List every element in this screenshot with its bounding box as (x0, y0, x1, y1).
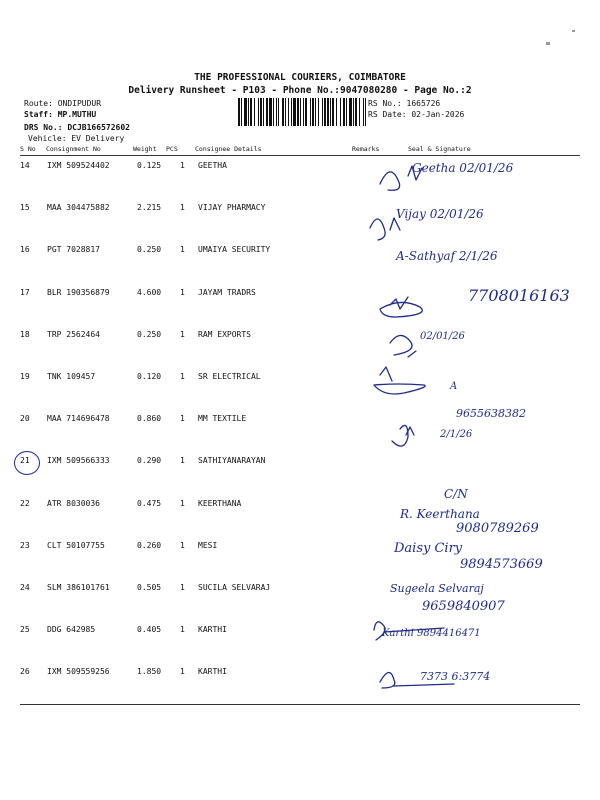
signature-handwriting: A-Sathyaf 2/1/26 (396, 249, 498, 264)
signature-stroke (408, 351, 416, 357)
row-pcs: 1 (180, 414, 185, 424)
row-pcs: 1 (180, 667, 185, 677)
row-consignee: GEETHA (198, 161, 227, 170)
signature-stroke (380, 673, 395, 689)
barcode-bar (330, 98, 331, 126)
col-consignee: Consignee Details (195, 145, 262, 153)
row-pcs: 1 (180, 287, 185, 297)
barcode-bar (278, 98, 279, 126)
col-seal-signature: Seal & Signature (408, 145, 471, 153)
barcode-bar (340, 98, 341, 126)
barcode-image (238, 98, 366, 126)
signature-handwriting: 2/1/26 (440, 429, 473, 441)
barcode-bar (310, 98, 311, 126)
row-weight: 4.600 (137, 287, 162, 297)
vehicle-label: Vehicle: EV Delivery (28, 134, 125, 143)
signature-handwriting: Sugeela Selvaraj (390, 582, 484, 595)
row-sno: 26 (20, 667, 30, 677)
barcode-bar (291, 98, 292, 126)
barcode-bar (282, 98, 284, 126)
row-sno: 25 (20, 625, 30, 635)
row-sno: 21 (20, 456, 30, 466)
row-weight: 0.120 (137, 372, 162, 381)
signature-handwriting: C/N (444, 486, 468, 501)
barcode-bar (353, 98, 354, 126)
runsheet-subtitle: Delivery Runsheet - P103 - Phone No.:9047080280 - Page No.:2 (128, 85, 472, 96)
barcode-bar (346, 98, 347, 126)
row-consignment-no: PGT 7028817 (47, 245, 100, 255)
signature-handwriting: 9659840907 (422, 599, 505, 614)
barcode-bar (343, 98, 345, 126)
footer-divider (20, 704, 580, 705)
row-consignment-no: IXM 509566333 (47, 456, 110, 466)
row-pcs: 1 (180, 456, 185, 466)
barcode-bar (332, 98, 334, 126)
row-weight: 0.860 (137, 414, 162, 424)
signature-handwriting: 9655638382 (456, 407, 526, 421)
row-weight: 0.475 (137, 498, 162, 508)
barcode-bar (300, 98, 301, 126)
row-weight: 0.505 (137, 583, 162, 592)
scan-speck (572, 30, 575, 32)
row-pcs: 1 (180, 329, 185, 339)
barcode-bar (355, 98, 357, 126)
col-weight: Weight (133, 145, 157, 153)
row-sno: 14 (20, 161, 30, 170)
barcode-bar (322, 98, 323, 126)
row-consignee: SUCILA SELVARAJ (198, 583, 271, 592)
barcode-bar (288, 98, 289, 126)
row-sno: 23 (20, 540, 30, 550)
barcode-bar (293, 98, 296, 126)
row-consignee: JAYAM TRADRS (198, 287, 256, 297)
row-sno: 24 (20, 583, 30, 592)
row-sno: 22 (20, 498, 30, 508)
row-consignment-no: MAA 304475882 (47, 203, 110, 213)
barcode-bar (248, 98, 249, 126)
signature-handwriting: 9080789269 (456, 520, 539, 536)
barcode-bar (254, 98, 255, 126)
barcode-bar (269, 98, 272, 126)
row-weight: 0.125 (137, 161, 162, 170)
row-weight: 0.405 (137, 625, 162, 635)
signature-handwriting: Geetha 02/01/26 (412, 161, 514, 175)
barcode-bar (324, 98, 326, 126)
row-weight: 0.260 (137, 540, 162, 550)
row-consignment-no: IXM 509524402 (47, 161, 110, 170)
row-weight: 0.250 (137, 329, 162, 339)
row-consignment-no: IXM 509559256 (47, 667, 110, 677)
col-pcs: PCS (166, 145, 178, 153)
row-pcs: 1 (180, 625, 185, 635)
row-consignment-no: MAA 714696478 (47, 414, 110, 424)
row-consignee: MM TEXTILE (198, 414, 247, 424)
row-consignee: KEERTHANA (198, 498, 242, 508)
row-consignee: KARTHI (198, 667, 227, 677)
col-remarks: Remarks (352, 145, 380, 153)
barcode-bar (349, 98, 352, 126)
row-consignee: UMAIYA SECURITY (198, 245, 271, 255)
signature-stroke (394, 684, 454, 686)
col-sno: S No (20, 145, 36, 153)
signature-stroke (380, 367, 392, 381)
row-consignee: MESI (198, 540, 218, 550)
barcode-bar (312, 98, 314, 126)
barcode-bar (305, 98, 307, 126)
row-sno: 16 (20, 245, 30, 255)
row-consignment-no: CLT 50107755 (47, 540, 105, 550)
signature-handwriting: R. Keerthana (400, 506, 480, 521)
signature-handwriting: 9894573669 (460, 556, 543, 572)
signature-stroke (374, 384, 425, 394)
row-consignment-no: ATR 8030036 (47, 498, 100, 508)
row-pcs: 1 (180, 372, 185, 381)
row-consignment-no: BLR 190356879 (47, 287, 110, 297)
barcode-bar (363, 98, 364, 126)
barcode-bar (315, 98, 316, 126)
barcode-bar (263, 98, 264, 126)
barcode-bar (327, 98, 329, 126)
row-weight: 0.250 (137, 245, 162, 255)
row-pcs: 1 (180, 245, 185, 255)
company-title: THE PROFESSIONAL COURIERS, COIMBATORE (194, 72, 406, 83)
signature-handwriting: Karthi 9894416471 (382, 628, 481, 640)
signature-handwriting: 7373 6:3774 (420, 670, 491, 684)
row-sno: 15 (20, 203, 30, 213)
barcode-bar (260, 98, 262, 126)
signature-handwriting: A (450, 381, 458, 392)
row-consignee: SR ELECTRICAL (198, 372, 261, 381)
barcode-bar (318, 98, 319, 126)
signature-handwriting: 02/01/26 (420, 330, 465, 342)
rs-number: RS No.: 1665726 (368, 99, 441, 108)
row-consignment-no: TNK 109457 (47, 372, 96, 381)
barcode-bar (241, 98, 242, 126)
scan-speck (546, 42, 550, 45)
barcode-bar (285, 98, 286, 126)
barcode-bar (336, 98, 337, 126)
rs-date: RS Date: 02-Jan-2026 (368, 110, 465, 119)
barcode-bar (276, 98, 277, 126)
col-consignment: Consignment No (46, 145, 101, 153)
barcode-bar (359, 98, 360, 126)
drs-number: DRS No.: DCJB166572602 (24, 123, 130, 132)
barcode-bar (297, 98, 299, 126)
staff-label: Staff: MP.MUTHU (24, 110, 97, 119)
row-consignment-no: TRP 2562464 (47, 329, 100, 339)
row-consignee: VIJAY PHARMACY (198, 203, 266, 213)
barcode-bar (258, 98, 259, 126)
row-consignee: SATHIYANARAYAN (198, 456, 266, 466)
row-sno: 20 (20, 414, 30, 424)
row-pcs: 1 (180, 540, 185, 550)
row-pcs: 1 (180, 583, 185, 592)
route-label: Route: ONDIPUDUR (24, 99, 102, 108)
barcode-bar (244, 98, 247, 126)
row-consignee: KARTHI (198, 625, 227, 635)
barcode-bar (250, 98, 252, 126)
row-pcs: 1 (180, 161, 185, 170)
row-sno: 18 (20, 329, 30, 339)
barcode-bar (238, 98, 240, 126)
signature-handwriting: 7708016163 (468, 285, 570, 305)
barcode-bar (365, 98, 366, 126)
signature-stroke (390, 335, 412, 355)
barcode-bar (273, 98, 274, 126)
row-sno: 17 (20, 287, 30, 297)
row-pcs: 1 (180, 203, 185, 213)
row-pcs: 1 (180, 498, 185, 508)
row-weight: 1.850 (137, 667, 162, 677)
barcode-bar (266, 98, 268, 126)
row-weight: 2.215 (137, 203, 162, 213)
row-consignee: RAM EXPORTS (198, 329, 251, 339)
row-consignment-no: SLM 386101761 (47, 583, 110, 592)
row-weight: 0.290 (137, 456, 162, 466)
row-consignment-no: DDG 642985 (47, 625, 96, 635)
barcode-bar (303, 98, 304, 126)
signature-handwriting: Daisy Ciry (394, 540, 463, 556)
signature-handwriting: Vijay 02/01/26 (396, 207, 484, 222)
row-sno: 19 (20, 372, 30, 381)
